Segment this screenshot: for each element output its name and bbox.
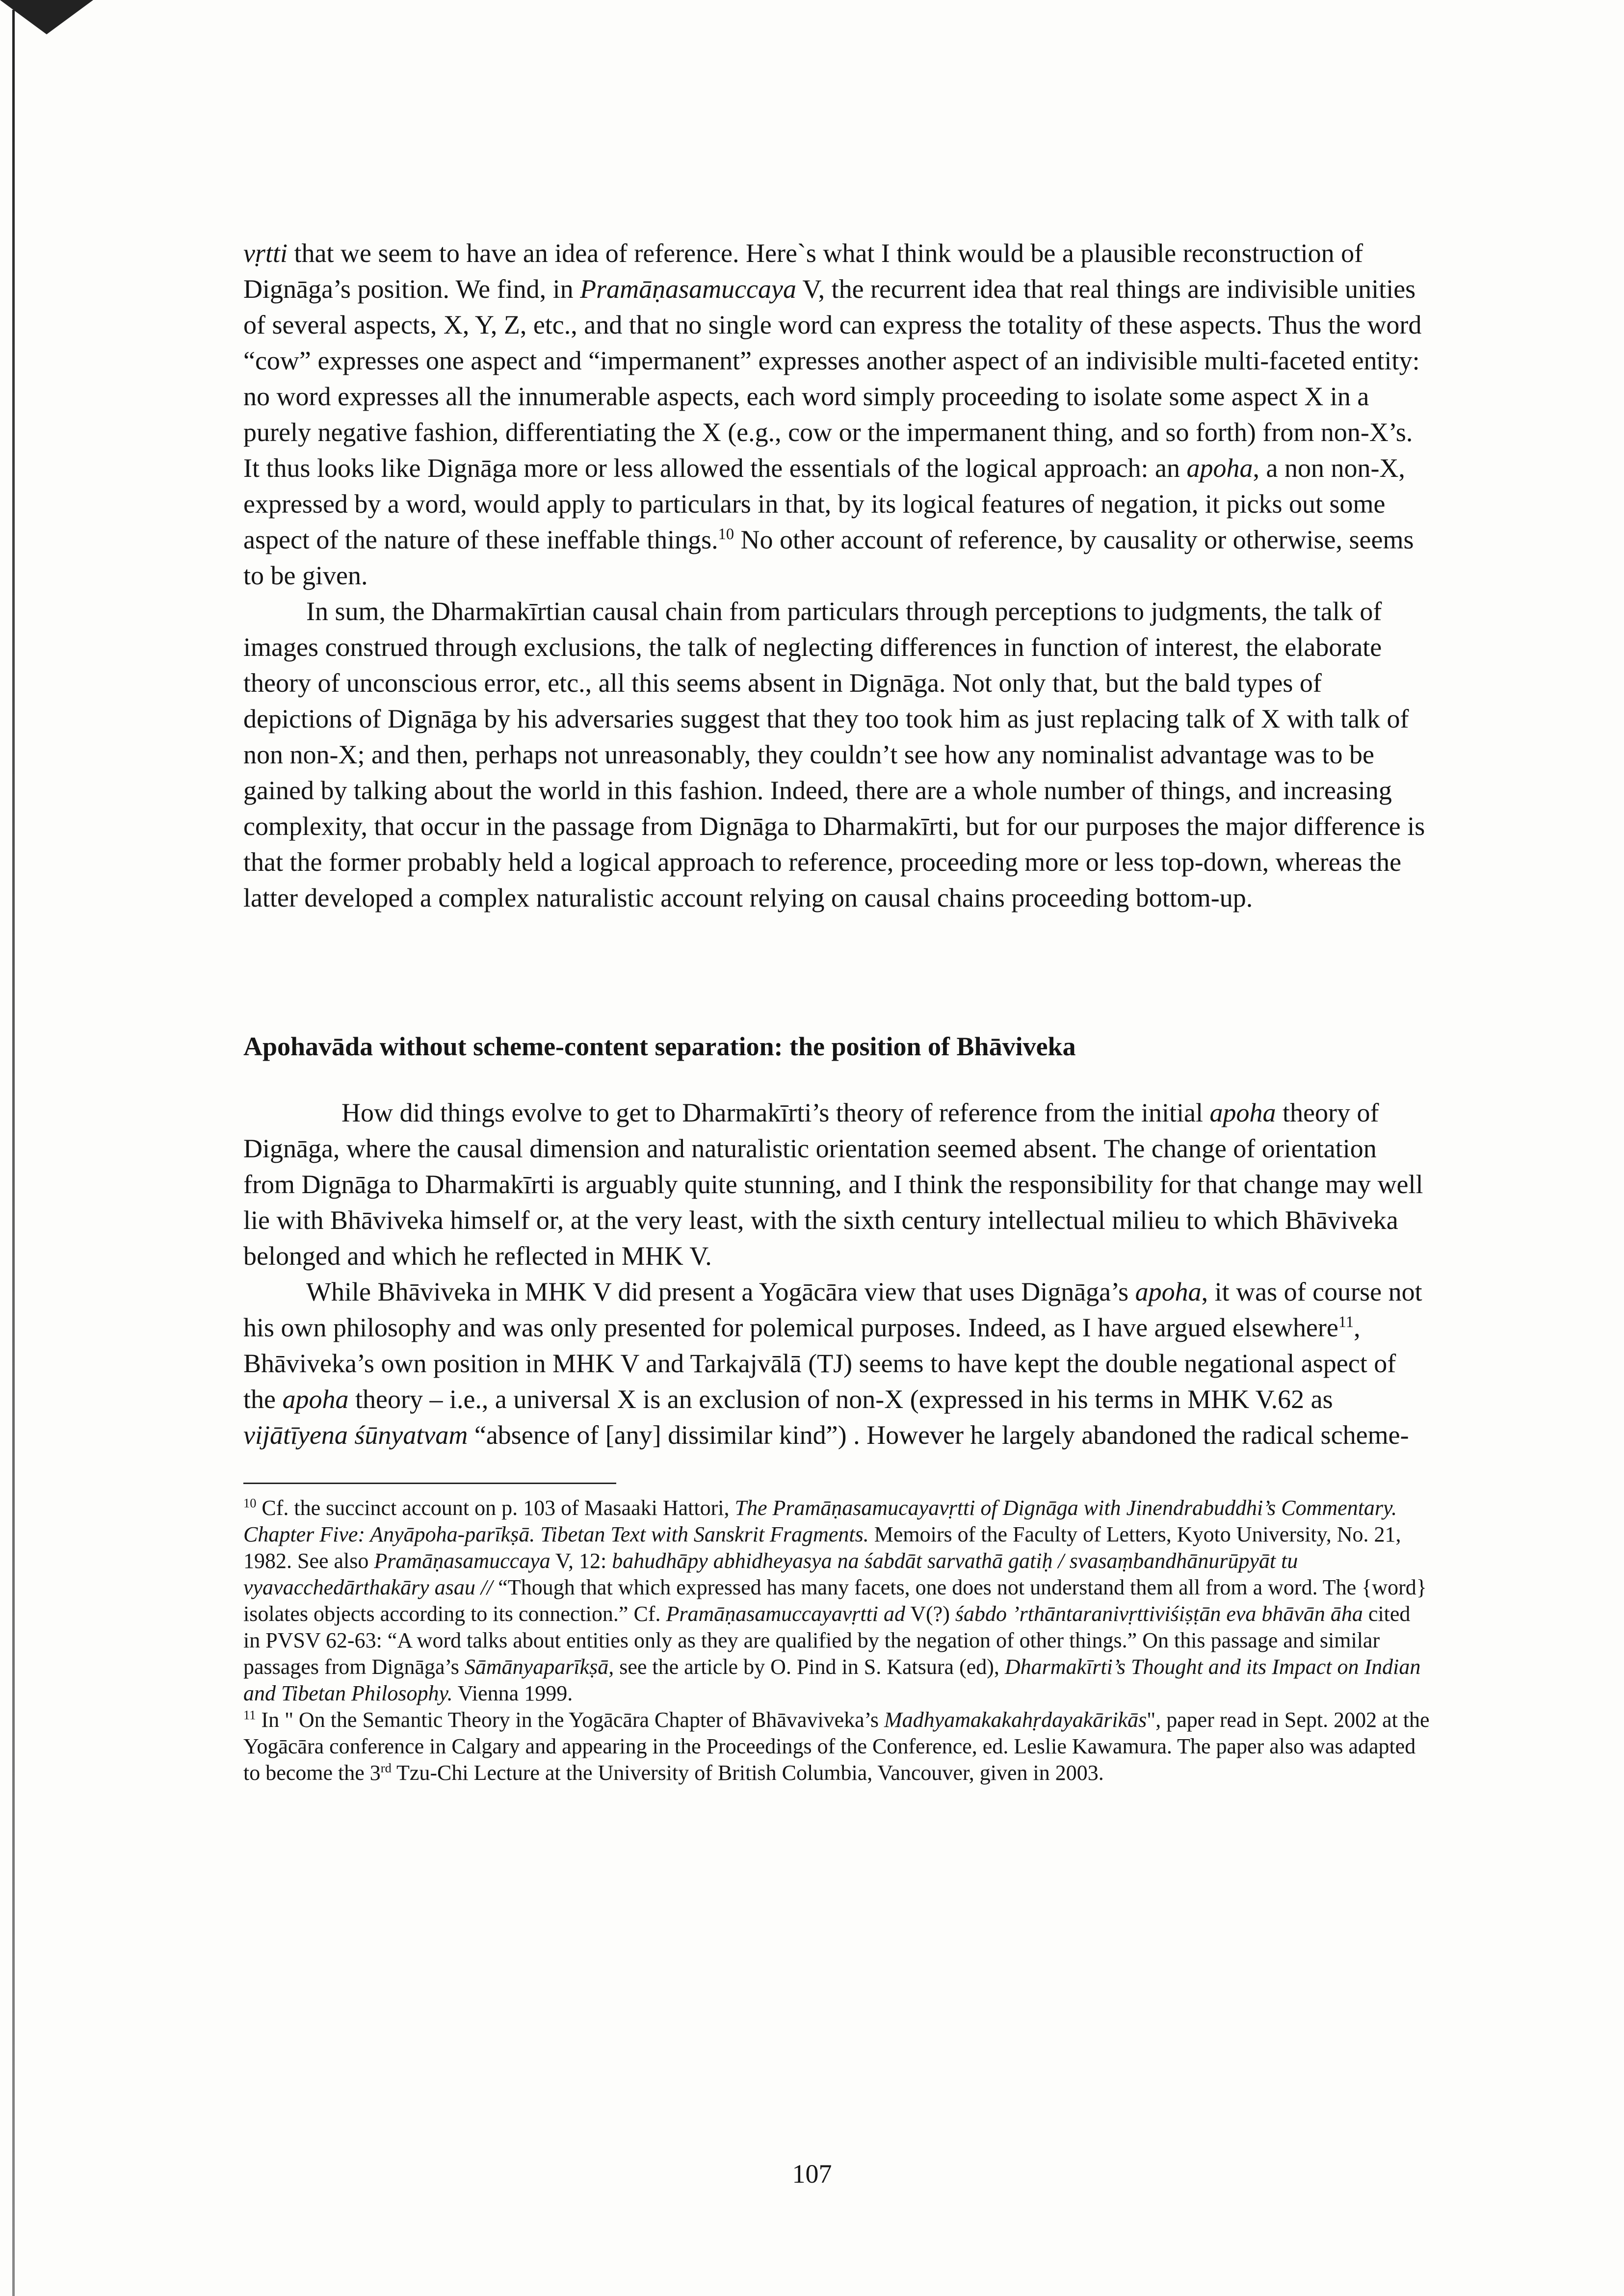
italic-text: Sāmānyaparīkṣā,: [464, 1655, 614, 1679]
italic-text: vijātīyena śūnyatvam: [243, 1420, 468, 1450]
text-run: How did things evolve to get to Dharmakīrti’s theory of reference from the initial: [341, 1098, 1210, 1127]
text-run: , Bhāviveka’s own position in MHK V and Tarkajvālā (TJ) seems to have kept the double negational aspect of the: [243, 1313, 1396, 1414]
text-run: ", paper read in Sept. 2002 at the Yogācāra conference in Calgary and appearing in the Proceedings of the Conference, ed. Leslie Kawamura. The paper also was adapted to become the 3: [243, 1708, 1430, 1785]
italic-text: Pramāṇasamuccayavṛtti ad: [666, 1602, 906, 1626]
text-run: Tzu-Chi Lecture at the University of British Columbia, Vancouver, given in 2003.: [391, 1761, 1104, 1785]
text-run: While Bhāviveka in MHK V did present a Yogācāra view that uses Dignāga’s: [306, 1277, 1135, 1306]
page-number: 107: [792, 2159, 832, 2189]
scan-pin-shaft: [12, 10, 15, 2296]
text-run: In " On the Semantic Theory in the Yogācāra Chapter of Bhāvaviveka’s: [256, 1708, 885, 1732]
text-run: V, the recurrent idea that real things are indivisible unities of several aspects, X, Y, Z, etc., and that no single word can express the totality of these aspects. Thus the word “cow” expresses one aspect and “impermanent” expresses another aspect of an indivisible multi-faceted entity: no word expresses all the innumerable aspects, each word simply proceeding to isolate some aspect X in a purely negative fashion, differentiating the X (e.g., cow or the impermanent thing, and so forth) from non-X’s. It thus looks like Dignāga more or less allowed the essentials of the logical approach: an: [243, 274, 1422, 483]
text-run: , it was of course not his own philosophy and was only presented for polemical purposes. Indeed, as I have argued elsewhere: [243, 1277, 1422, 1342]
text-run: see the article by O. Pind in S. Katsura (ed),: [614, 1655, 1005, 1679]
footnote-10: [243, 1495, 1431, 1707]
text-run: Memoirs of the Faculty of Letters, Kyoto University, No. 21, 1982. See also: [243, 1522, 1401, 1573]
paragraph: [243, 1095, 1431, 1274]
italic-text: apoha: [1186, 453, 1253, 483]
text-run: , a non non-X, expressed by a word, would apply to particulars in that, by its logical features of negation, it picks out some aspect of the nature of these ineffable things.: [243, 453, 1405, 554]
italic-text: bahudhāpy abhidheyasya na śabdāt sarvathā gatiḥ / svasaṃbandhānurūpyāt tu vyavacchedārthakāry asau //: [243, 1549, 1298, 1599]
page-content: [243, 235, 1431, 1786]
text-run: cited in PVSV 62-63: “A word talks about entities only as they are qualified by the negation of other things.” On this passage and similar passages from Dignāga’s: [243, 1602, 1411, 1679]
footnote-marker: 11: [1338, 1313, 1354, 1331]
text-run: No other account of reference, by causality or otherwise, seems to be given.: [243, 525, 1414, 590]
italic-text: The Pramāṇasamucayavṛtti of Dignāga with Jinendrabuddhi’s Commentary. Chapter Five: Anyāpoha-parīkṣā. Tibetan Text with Sanskrit Fragments.: [243, 1496, 1397, 1546]
text-run: In sum, the Dharmakīrtian causal chain from particulars through perceptions to judgments, the talk of images construed through exclusions, the talk of neglecting differences in function of interest, the elaborate theory of unconscious error, etc., all this seems absent in Dignāga. Not only that, but the bald types of depictions of Dignāga by his adversaries suggest that they too took him as just replacing talk of X with talk of non non-X; and then, perhaps not unreasonably, they couldn’t see how any nominalist advantage was to be gained by talking about the world in this fashion. Indeed, there are a whole number of things, and increasing complexity, that occur in the passage from Dignāga to Dharmakīrti, but for our purposes the major difference is that the former probably held a logical approach to reference, proceeding more or less top-down, whereas the latter developed a complex naturalistic account relying on causal chains proceeding bottom-up.: [243, 597, 1425, 913]
text-run: theory of Dignāga, where the causal dimension and naturalistic orientation seemed absent. The change of orientation from Dignāga to Dharmakīrti is arguably quite stunning, and I think the responsibility for that change may well lie with Bhāviveka himself or, at the very least, with the sixth century intellectual milieu to which Bhāviveka belonged and which he reflected in MHK V.: [243, 1098, 1423, 1271]
italic-text: Dharmakīrti’s Thought and its Impact on Indian and Tibetan Philosophy.: [243, 1655, 1421, 1705]
paragraph: [243, 235, 1431, 594]
italic-text: apoha: [282, 1384, 349, 1414]
text-run: Cf. the succinct account on p. 103 of Masaaki Hattori,: [256, 1496, 735, 1520]
text-run: V(?): [905, 1602, 955, 1626]
footnotes: [243, 1495, 1431, 1786]
footnote-divider: [243, 1483, 616, 1484]
italic-text: Pramāṇasamuccaya: [374, 1549, 550, 1573]
italic-text: apoha: [1209, 1098, 1276, 1127]
footnote-marker: 10: [718, 525, 734, 543]
body-text: [243, 235, 1431, 1453]
text-run: “absence of [any] dissimilar kind”) . However he largely abandoned the radical scheme-: [468, 1420, 1409, 1450]
italic-text: Pramāṇasamuccaya: [580, 274, 797, 304]
paragraph: [243, 594, 1431, 916]
paragraph: [243, 1274, 1431, 1453]
italic-text: apoha: [1135, 1277, 1202, 1306]
footnote-marker: 11: [243, 1707, 256, 1722]
italic-text: Madhyamakakahṛdayakārikās: [884, 1708, 1147, 1732]
text-run: that we seem to have an idea of reference. Here`s what I think would be a plausible reconstruction of Dignāga’s position. We find, in: [243, 238, 1363, 304]
footnote-11: [243, 1707, 1431, 1786]
italic-text: śabdo ’rthāntaranivṛttiviśiṣṭān eva bhāvān āha: [955, 1602, 1363, 1626]
italic-text: vṛtti: [243, 238, 288, 268]
footnote-marker: rd: [380, 1760, 392, 1775]
footnote-marker: 10: [243, 1495, 257, 1511]
text-run: theory – i.e., a universal X is an exclusion of non-X (expressed in his terms in MHK V.62 as: [348, 1384, 1333, 1414]
text-run: V, 12:: [550, 1549, 612, 1573]
text-run: “Though that which expressed has many facets, one does not understand them all from a word. The {word} isolates objects according to its connection.” Cf.: [243, 1575, 1427, 1626]
text-run: Vienna 1999.: [452, 1681, 573, 1705]
section-heading: Apohavāda without scheme-content separation: the position of Bhāviveka: [243, 1032, 1076, 1061]
